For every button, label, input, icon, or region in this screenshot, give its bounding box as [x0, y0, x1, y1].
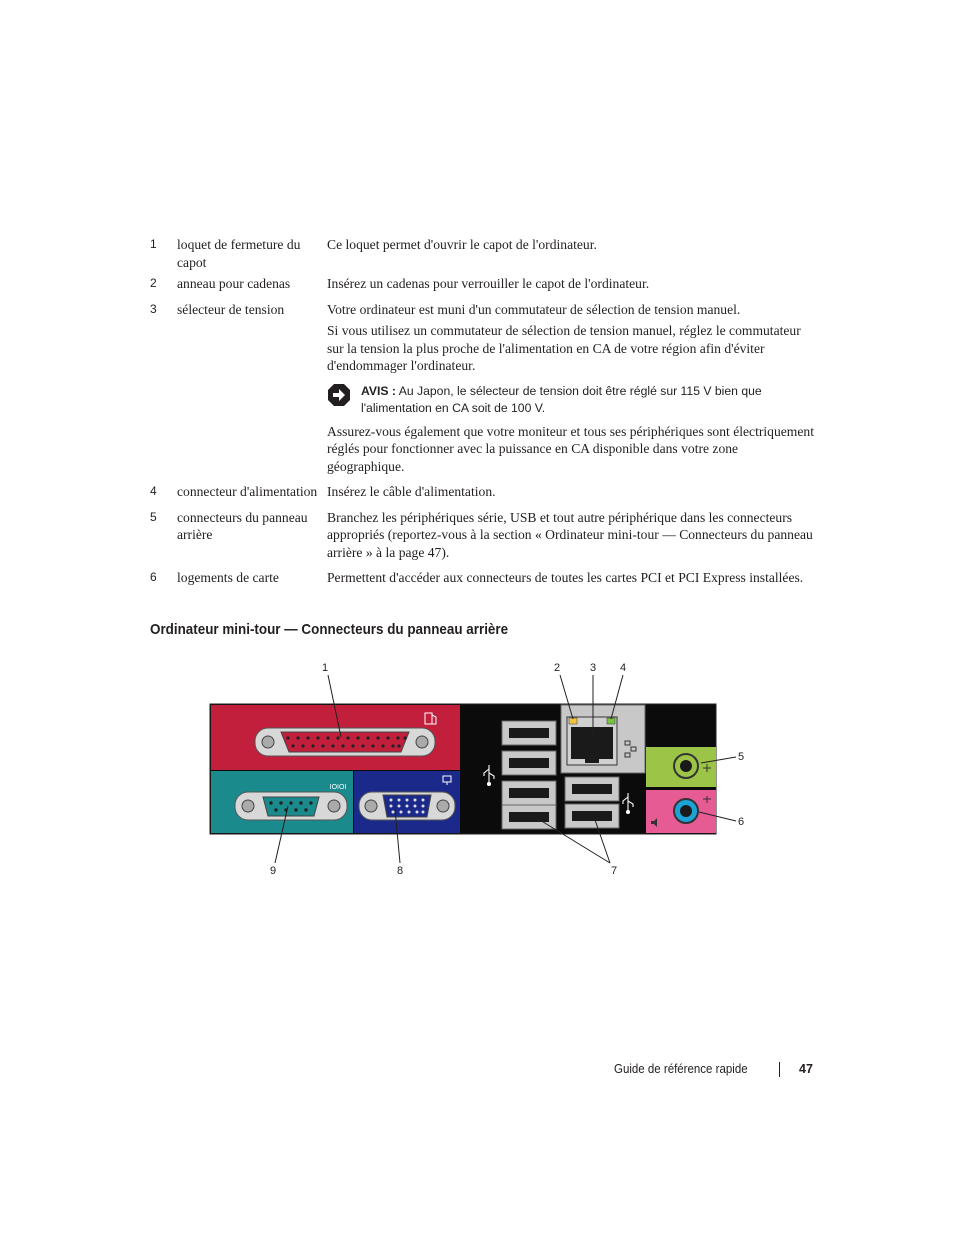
row-item: sélecteur de tension — [177, 301, 285, 317]
row-description: Ce loquet permet d'ouvrir le capot de l'ordinateur. — [327, 237, 597, 252]
footer-guide-title: Guide de référence rapide — [614, 1062, 748, 1076]
row-number: 1 — [150, 237, 157, 251]
row-description: Votre ordinateur est muni d'un commutateur de sélection de tension manuel. Si vous utilisez un commutateur de sélection de tension manuel, réglez le commutateur sur la tension la plus proche de l'alimentation en CA de votre région afin d'éviter d'endommager l'ordinateur. AVIS : Au Japon, le sélecteur de tension doit être réglé sur 115 V bien que l'alimentation en CA soit de 100 V. Assurez-vous également que votre moniteur et tous ses périphériques sont électriquement réglés pour fonctionner avec la puissance en CA disponible dans votre zone géographique. — [327, 301, 814, 474]
row-number: 4 — [150, 484, 157, 498]
usb-ports-left — [502, 721, 556, 829]
table-row — [150, 301, 815, 480]
vga-connector — [359, 792, 455, 820]
callout-1: 1 — [321, 662, 329, 674]
notice-icon — [327, 383, 361, 417]
rear-panel-figure — [205, 655, 745, 890]
serial-connector — [235, 792, 347, 820]
callout-4: 4 — [619, 662, 627, 674]
row-item: connecteurs du panneau arrière — [177, 509, 308, 542]
serial-icon: IOIOI — [329, 784, 347, 791]
row-item: logements de carte — [177, 570, 279, 585]
notice-box — [327, 383, 815, 417]
callout-6: 6 — [737, 816, 745, 828]
callout-5: 5 — [737, 751, 745, 763]
row-description: Insérez un cadenas pour verrouiller le capot de l'ordinateur. — [327, 276, 650, 291]
row-item: anneau pour cadenas — [177, 276, 291, 291]
table-row — [150, 236, 815, 271]
line-out-jack — [674, 799, 698, 823]
row-number: 5 — [150, 509, 157, 524]
callout-2: 2 — [553, 662, 561, 674]
row-item: loquet de fermeture du capot — [177, 237, 301, 270]
section-heading: Ordinateur mini-tour — Connecteurs du panneau arrière — [150, 622, 509, 638]
row-number: 2 — [150, 276, 157, 290]
footer-separator — [779, 1062, 780, 1077]
row-item: connecteur d'alimentation — [177, 484, 318, 499]
line-in-jack — [674, 754, 698, 778]
row-description: Branchez les périphériques série, USB et tout autre périphérique dans les connecteurs appropriés (reportez-vous à la section « Ordinateur mini-tour — Connecteurs du panneau arrière » à la page 47). — [327, 509, 813, 560]
callout-7: 7 — [610, 865, 618, 877]
notice-text: Au Japon, le sélecteur de tension doit être réglé sur 115 V bien que l'alimentation en CA soit de 100 V. — [361, 383, 762, 415]
table-row — [150, 275, 815, 297]
parallel-connector — [255, 728, 435, 756]
table-row — [150, 569, 815, 591]
callout-9: 9 — [269, 865, 277, 877]
row-number: 6 — [150, 570, 157, 584]
notice-label: AVIS : — [361, 383, 396, 398]
callout-3: 3 — [589, 662, 597, 674]
row-description: Permettent d'accéder aux connecteurs de toutes les cartes PCI et PCI Express installées. — [327, 570, 804, 585]
network-connector — [567, 717, 617, 765]
table-row — [150, 483, 815, 505]
row-number: 3 — [150, 301, 157, 316]
row-description: Insérez le câble d'alimentation. — [327, 484, 496, 499]
page-number: 47 — [799, 1062, 813, 1076]
connector-table — [150, 236, 815, 595]
callout-8: 8 — [396, 865, 404, 877]
table-row — [150, 509, 815, 566]
